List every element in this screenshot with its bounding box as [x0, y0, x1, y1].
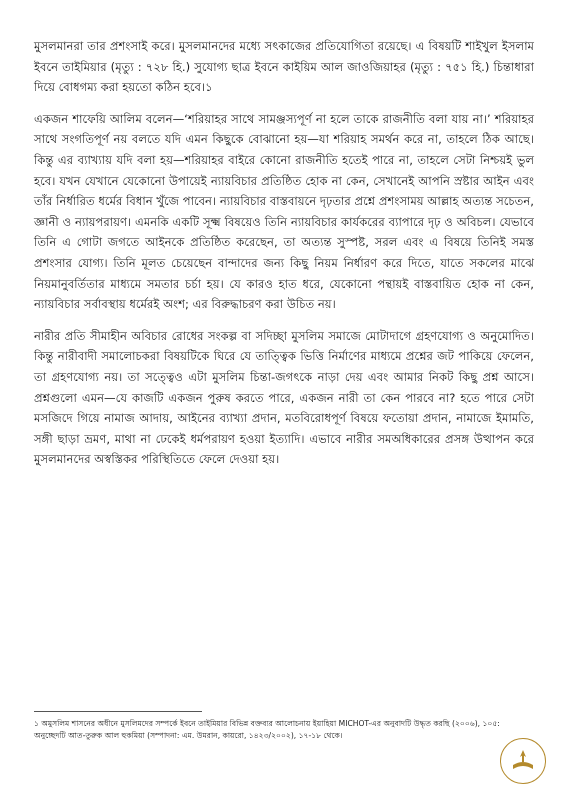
- footnote-divider: [34, 711, 202, 712]
- paragraph-2: একজন শাফেয়ি আলিম বলেন—‘শরিয়াহর সাথে সামঞ্জস্যপূর্ণ না হলে তাকে রাজনীতি বলা যায় না।’ শরিয়াহর সাথে সংগতিপূর্ণ নয় বলতে যদি এমন কিছুকে বোঝানো হয়—যা শরিয়াহ সমর্থন করে না, তাহলে ঠিক আছে। কিন্তু এর ব্যাখ্যায় যদি বলা হয়—শরিয়াহর বাইরে কোনো রাজনীতি হতেই পারে না, তাহলে সেটা নিশ্চয়ই ভুল হবে। যখন যেখানে যেকোনো উপায়েই ন্যায়বিচার প্রতিষ্ঠিত হোক না কেন, সেখানেই আপনি স্রষ্টার আইন এবং তাঁর নির্ধারিত ধর্মের বিধান খুঁজে পাবেন। ন্যায়বিচার বাস্তবায়নে দৃঢ়তার প্রশ্নে প্রশংসাময় আল্লাহ অত্যন্ত সচেতন, জ্ঞানী ও ন্যায়পরায়ণ। এমনকি একটি সূক্ষ্ম বিষয়েও তিনি ন্যায়বিচার কার্যকরের ব্যাপারে দৃঢ় ও অবিচল। যেভাবে তিনি এ গোটা জগতে আইনকে প্রতিষ্ঠিত করেছেন, তা অত্যন্ত সুস্পষ্ট, সরল এবং এ বিষয়ে তিনিই সমস্ত প্রশংসার যোগ্য। তিনি মূলত চেয়েছেন বান্দাদের জন্য কিছু নিয়ম নির্ধারণ করে দিতে, যাতে সকলের মাঝে নিয়মানুবর্তিতার মাধ্যমে সমতার চর্চা হয়। যে কারও হাত ধরে, যেকোনো পন্থায়ই বাস্তবায়িত হোক না কেন, ন্যায়বিচার সর্বাবস্থায় ধর্মেরই অংশ; এর বিরুদ্ধাচরণ করা উচিত নয়।: [34, 111, 534, 312]
- document-body: [34, 36, 534, 481]
- footnote: ১ অমুসলিম শাসনের অধীনে মুসলিমদের সম্পর্কে ইবনে তাইমিয়ার বিভিন্ন বক্তব্যর আলোচনায় ইয়াহিয়া MICHOT-এর অনুবাদটি উদ্ধৃত করছি (২০০৬), ১০৫: অনুচ্ছেদটি আত-তুরুক আল হুকমিয়া (সম্পাদনা: এম. উমরান, কায়রো, ১৪২৩/২০০২), ১৭-১৮ থেকে।: [34, 719, 500, 740]
- publisher-logo-icon: [500, 738, 546, 784]
- paragraph-1: মুসলমানরা তার প্রশংসাই করে। মুসলমানদের মধ্যে সৎকাজের প্রতিযোগিতা রয়েছে। এ বিষয়টি শাইখুল ইসলাম ইবনে তাইমিয়ার (মৃত্যু : ৭২৮ হি.) সুযোগ্য ছাত্র ইবনে কাইয়িম আল জাওজিয়াহর (মৃত্যু : ৭৫১ হি.) চিন্তাধারা দিয়ে বোধগম্য করা হয়তো কঠিন হবে।১: [34, 39, 534, 95]
- paragraph-3: নারীর প্রতি সীমাহীন অবিচার রোধের সংকল্প বা সদিচ্ছা মুসলিম সমাজে মোটাদাগে গ্রহণযোগ্য ও অনুমোদিত। কিন্তু নারীবাদী সমালোচকরা বিষয়টিকে ঘিরে যে তাত্ত্বিক ভিত্তি নির্মাণের মাধ্যমে প্রশ্নের জট পাকিয়ে ফেলেন, তা গ্রহণযোগ্য নয়। তা সত্ত্বেও এটা মুসলিম চিন্তা-জগৎকে নাড়া দেয় এবং আমার নিকট কিছু প্রশ্ন আসে। প্রশ্নগুলো এমন—যে কাজটি একজন পুরুষ করতে পারে, একজন নারী তা কেন পারবে না? হতে পারে সেটা মসজিদে গিয়ে নামাজ আদায়, আইনের ব্যাখ্যা প্রদান, মতবিরোধপূর্ণ বিষয়ে ফতোয়া প্রদান, নামাজে ইমামতি, সঙ্গী ছাড়া ভ্রমণ, মাথা না ঢেকেই ধর্মপরায়ণ হওয়া ইত্যাদি। এভাবে নারীর সমঅধিকারের প্রসঙ্গ উত্থাপন করে মুসলমানদের অস্বস্তিকর পরিস্থিতিতে ফেলে দেওয়া হয়।: [34, 328, 534, 467]
